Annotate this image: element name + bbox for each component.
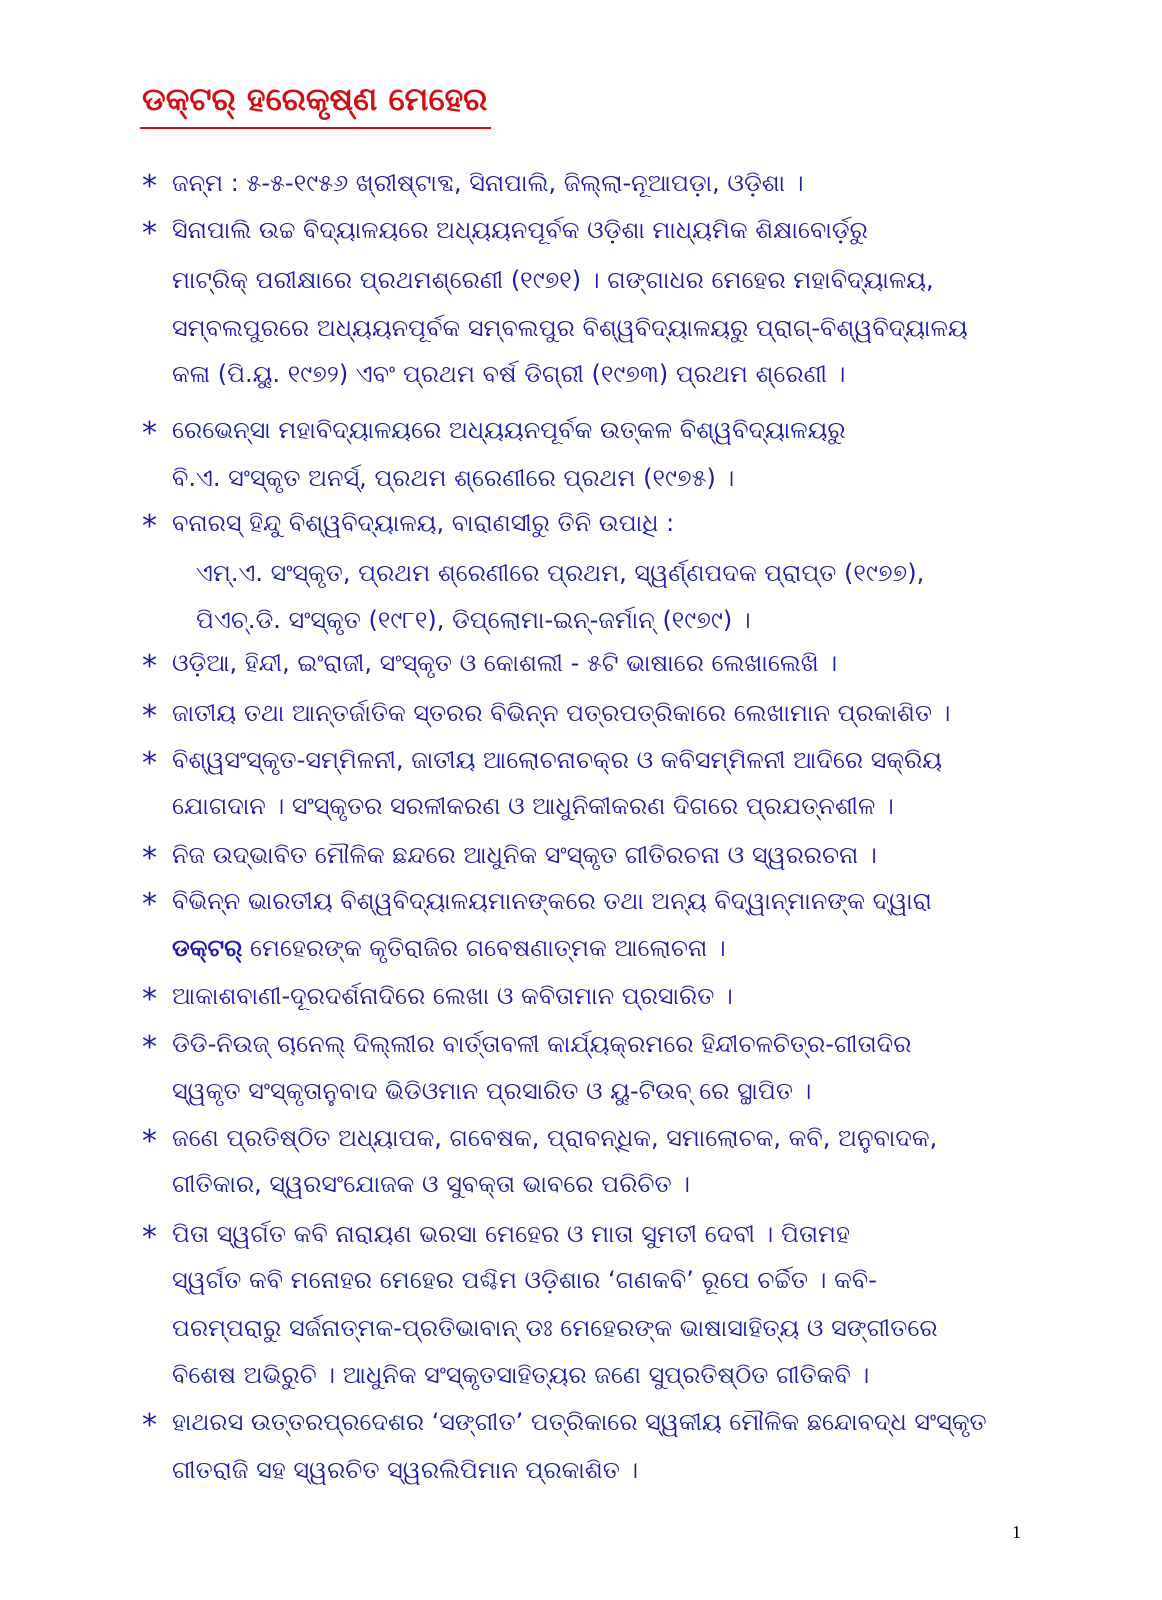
list-item-line: ଓଡ଼ିଆ, ହିନ୍ଦୀ, ଇଂରାଜୀ, ସଂସ୍କୃତ ଓ କୋଶଲୀ - ୫ଟି ଭାଷାରେ ଲେଖାଲେଖି । <box>172 649 838 677</box>
list-item-line: ବିଶ୍ୱସଂସ୍କୃତ-ସମ୍ମିଳନୀ, ଜାତୀୟ ଆଲୋଚନାଚକ୍ର ଓ କବିସମ୍ମିଳନୀ ଆଦିରେ ସକ୍ରିୟ <box>172 746 943 774</box>
list-item-line: ଆକାଶବାଣୀ-ଦୂରଦର୍ଶନାଦିରେ ଲେଖା ଓ କବିତାମାନ ପ୍ରସାରିତ । <box>172 982 733 1010</box>
line-text: ମେହେରଙ୍କ କୃତିରାଜିର ଗବେଷଣାତ୍ମକ ଆଲୋଚନା । <box>242 934 726 962</box>
list-item-line: ରେଭେନ୍ସା ମହାବିଦ୍ୟାଳୟରେ ଅଧ୍ୟୟନପୂର୍ବକ ଉତ୍କଳ ବିଶ୍ୱବିଦ୍ୟାଳୟରୁ <box>172 416 846 444</box>
list-item-line: ବିଭିନ୍ନ ଭାରତୀୟ ବିଶ୍ୱବିଦ୍ୟାଳୟମାନଙ୍କରେ ତଥା ଅନ୍ୟ ବିଦ୍ୱାନ୍ମାନଙ୍କ ଦ୍ୱାରା <box>172 887 932 915</box>
bullet-marker: * <box>142 509 157 544</box>
list-item-line: ସ୍ୱକୃତ ସଂସ୍କୃତାନୁବାଦ ଭିଡିଓମାନ ପ୍ରସାରିତ ଓ ୟୁ-ଟିଉବ୍ ରେ ସ୍ଥାପିତ । <box>172 1077 812 1105</box>
list-item-line: ଡିଡି-ନିଉଜ୍ ଚାନେଲ୍ ଦିଲ୍ଲୀର ବାର୍ତ୍ତାବଳୀ କାର୍ଯ୍ୟକ୍ରମରେ ହିନ୍ଦୀଚଳଚିତ୍ର-ଗୀତାଦିର <box>172 1030 912 1058</box>
list-item-line: ଯୋଗଦାନ । ସଂସ୍କୃତର ସରଳୀକରଣ ଓ ଆଧୁନିକୀକରଣ ଦିଗରେ ପ୍ରଯତ୍ନଶୀଳ । <box>172 792 894 820</box>
list-item-line: ନିଜ ଉଦ୍ଭାବିତ ମୌଳିକ ଛନ୍ଦରେ ଆଧୁନିକ ସଂସ୍କୃତ ଗୀତିରଚନା ଓ ସ୍ୱରରଚନା । <box>172 841 877 869</box>
bullet-marker: * <box>142 216 157 251</box>
bullet-marker: * <box>142 649 157 684</box>
list-item-line: ଗୀତରାଜି ସହ ସ୍ୱରଚିତ ସ୍ୱରଲିପିମାନ ପ୍ରକାଶିତ । <box>172 1456 639 1484</box>
list-item-line: ଜାତୀୟ ତଥା ଆନ୍ତର୍ଜାତିକ ସ୍ତରର ବିଭିନ୍ନ ପତ୍ରପତ୍ରିକାରେ ଲେଖାମାନ ପ୍ରକାଶିତ । <box>172 699 951 727</box>
bullet-marker: * <box>142 1124 157 1159</box>
list-item-line: ଏମ୍.ଏ. ସଂସ୍କୃତ, ପ୍ରଥମ ଶ୍ରେଣୀରେ ପ୍ରଥମ, ସ୍ୱର୍ଣ୍ଣପଦକ ପ୍ରାପ୍ତ (୧୯୭୭), <box>196 559 925 587</box>
list-item-line <box>172 933 726 963</box>
page-number: 1 <box>1012 1522 1021 1542</box>
list-item-line: ସ୍ୱର୍ଗତ କବି ମନୋହର ମେହେର ପଶ୍ଚିମ ଓଡ଼ିଶାର ‘ଗଣକବି’ ରୂପେ ଚର୍ଚ୍ଚିତ । କବି- <box>172 1266 877 1294</box>
list-item-line: ବନାରସ୍ ହିନ୍ଦୁ ବିଶ୍ୱବିଦ୍ୟାଳୟ, ବାରାଣସୀରୁ ତିନି ଉପାଧି : <box>172 509 675 537</box>
list-item-line: ବି.ଏ. ସଂସ୍କୃତ ଅନର୍ସ୍, ପ୍ରଥମ ଶ୍ରେଣୀରେ ପ୍ରଥମ (୧୯୭୫) । <box>172 464 735 492</box>
bullet-marker: * <box>142 169 157 204</box>
list-item-line: ବିଶେଷ ଅଭିରୁଚି । ଆଧୁନିକ ସଂସ୍କୃତସାହିତ୍ୟର ଜଣେ ସୁପ୍ରତିଷ୍ଠିତ ଗୀତିକବି । <box>172 1361 870 1389</box>
list-item-line: ପିଏଚ୍.ଡି. ସଂସ୍କୃତ (୧୯୮୧), ଡିପ୍ଲୋମା-ଇନ୍-ଜର୍ମାନ୍ (୧୯୭୯) । <box>196 606 751 634</box>
bullet-marker: * <box>142 1030 157 1065</box>
bold-title-text: ଡକ୍ଟର୍ <box>172 934 243 962</box>
list-item-line: ମାଟ୍ରିକ୍ ପରୀକ୍ଷାରେ ପ୍ରଥମଶ୍ରେଣୀ (୧୯୭୧) । ଗଙ୍ଗାଧର ମେହେର ମହାବିଦ୍ୟାଳୟ, <box>172 266 934 294</box>
list-item-line: ପରମ୍ପରାରୁ ସର୍ଜନାତ୍ମକ-ପ୍ରତିଭାବାନ୍ ଡଃ ମେହେରଙ୍କ ଭାଷାସାହିତ୍ୟ ଓ ସଙ୍ଗୀତରେ <box>172 1314 938 1342</box>
bullet-marker: * <box>142 887 157 922</box>
list-item-line: ସମ୍ବଲପୁରରେ ଅଧ୍ୟୟନପୂର୍ବକ ସମ୍ବଲପୁର ବିଶ୍ୱବିଦ୍ୟାଳୟରୁ ପ୍ରାଗ୍-ବିଶ୍ୱବିଦ୍ୟାଳୟ <box>172 314 968 342</box>
bullet-marker: * <box>142 1408 157 1443</box>
list-item-line: ହାଥରସ ଉତ୍ତରପ୍ରଦେଶର ‘ସଙ୍ଗୀତ’ ପତ୍ରିକାରେ ସ୍ୱକୀୟ ମୌଳିକ ଛନ୍ଦୋବଦ୍ଧ ସଂସ୍କୃତ <box>172 1408 987 1436</box>
list-item-line: କଳା (ପି.ୟୁ. ୧୯୭୨) ଏବଂ ପ୍ରଥମ ବର୍ଷ ଡିଗ୍ରୀ (୧୯୭୩) ପ୍ରଥମ ଶ୍ରେଣୀ । <box>172 360 846 388</box>
list-item-line: ପିତା ସ୍ୱର୍ଗତ କବି ନାରାୟଣ ଭରସା ମେହେର ଓ ମାତା ସୁମତୀ ଦେବୀ । ପିତାମହ <box>172 1220 850 1248</box>
list-item-line: ସିନାପାଲି ଉଚ୍ଚ ବିଦ୍ୟାଳୟରେ ଅଧ୍ୟୟନପୂର୍ବକ ଓଡ଼ିଶା ମାଧ୍ୟମିକ ଶିକ୍ଷାବୋର୍ଡ଼ରୁ <box>172 216 868 244</box>
bullet-marker: * <box>142 841 157 876</box>
list-item-line: ଜନ୍ମ : ୫-୫-୧୯୫୬ ଖ୍ରୀଷ୍ଟାବ୍ଦ, ସିନାପାଲି, ଜିଲ୍ଲା-ନୂଆପଡ଼ା, ଓଡ଼ିଶା । <box>172 169 804 197</box>
title-underline <box>140 127 491 129</box>
bullet-marker: * <box>142 746 157 781</box>
page-title: ଡକ୍ଟର୍ ହରେକୃଷ୍ଣ ମେହେର <box>142 80 488 118</box>
list-item-line: ଜଣେ ପ୍ରତିଷ୍ଠିତ ଅଧ୍ୟାପକ, ଗବେଷକ, ପ୍ରାବନ୍ଧିକ, ସମାଲୋଚକ, କବି, ଅନୁବାଦକ, <box>172 1124 938 1152</box>
bullet-marker: * <box>142 699 157 734</box>
bullet-marker: * <box>142 982 157 1017</box>
list-item-line: ଗୀତିକାର, ସ୍ୱରସଂଯୋଜକ ଓ ସୁବକ୍ତା ଭାବରେ ପରିଚିତ । <box>172 1170 690 1198</box>
bullet-marker: * <box>142 1220 157 1255</box>
bullet-marker: * <box>142 416 157 451</box>
